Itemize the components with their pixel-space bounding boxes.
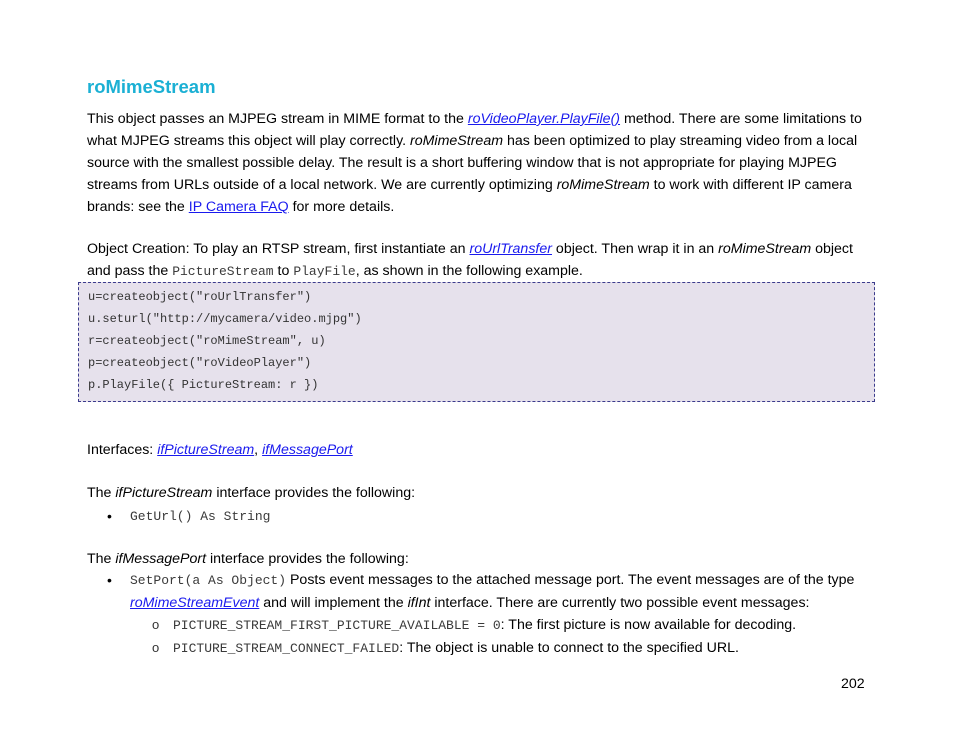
- subbullet-symbol: o: [152, 617, 160, 632]
- method-signature: SetPort(a As Object): [130, 573, 287, 588]
- subbullet-symbol: o: [152, 640, 160, 655]
- ifpicturestream-methods: [87, 505, 877, 528]
- text-segment: to work with different IP camera brands: see the: [87, 177, 852, 215]
- emphasis: ifPictureStream: [115, 485, 213, 501]
- emphasis: ifInt: [407, 595, 431, 611]
- ifpicturestream-intro: [87, 482, 877, 504]
- emphasis: ifMessagePort: [115, 551, 207, 567]
- page-title: roMimeStream: [87, 76, 216, 97]
- code-line: r=createobject("roMimeStream", u): [88, 334, 326, 348]
- text-segment: interface provides the following:: [206, 551, 409, 567]
- text-segment: This object passes an MJPEG stream in MIME format to the: [87, 111, 468, 127]
- list-item: [87, 505, 877, 528]
- ip-camera-faq-link[interactable]: IP Camera FAQ: [188, 199, 289, 215]
- text-segment: : The first picture is now available for decoding.: [500, 617, 797, 633]
- text-segment: interface. There are currently two possible event messages:: [430, 595, 810, 611]
- sub-list-item: [87, 614, 877, 637]
- event-constant: PICTURE_STREAM_CONNECT_FAILED: [173, 641, 400, 656]
- inline-code: PlayFile: [293, 264, 356, 279]
- inline-code: PictureStream: [172, 264, 274, 279]
- text-segment: method. There are some limitations to what MJPEG streams this object will play correctly.: [87, 111, 862, 149]
- ifmessageport-methods: [87, 569, 877, 660]
- emphasis: roMimeStream: [410, 133, 504, 149]
- description-paragraph: [87, 108, 877, 218]
- text-segment: object. Then wrap it in an: [551, 241, 719, 257]
- code-example-block: [78, 282, 875, 402]
- object-creation-paragraph: [87, 238, 877, 283]
- romimestreamevent-link[interactable]: roMimeStreamEvent: [130, 595, 260, 611]
- bullet-symbol: •: [107, 508, 112, 524]
- text-segment: Posts event messages to the attached message port. The event messages are of the type: [286, 572, 855, 588]
- method-signature: GetUrl() As String: [130, 509, 271, 524]
- sub-list-item: [87, 637, 877, 660]
- code-line: p=createobject("roVideoPlayer"): [88, 356, 312, 370]
- ifmessageport-link[interactable]: ifMessagePort: [262, 442, 353, 458]
- event-constant: PICTURE_STREAM_FIRST_PICTURE_AVAILABLE = 0: [173, 618, 501, 633]
- text-segment: to: [273, 263, 294, 279]
- interfaces-line: [87, 439, 877, 461]
- emphasis: roMimeStream: [718, 241, 812, 257]
- text-segment: : The object is unable to connect to the specified URL.: [399, 640, 739, 656]
- text-segment: , as shown in the following example.: [355, 263, 583, 279]
- text-segment: The: [87, 485, 116, 501]
- list-item: [87, 569, 877, 614]
- emphasis: roMimeStream: [556, 177, 650, 193]
- rourltransfer-link[interactable]: roUrlTransfer: [469, 241, 552, 257]
- text-segment: and will implement the: [259, 595, 408, 611]
- text-segment: interface provides the following:: [212, 485, 416, 501]
- text-segment: The: [87, 551, 116, 567]
- page-number: 202: [841, 676, 865, 692]
- text-segment: Object Creation: To play an RTSP stream, first instantiate an: [87, 241, 470, 257]
- code-line: p.PlayFile({ PictureStream: r }): [88, 378, 319, 392]
- code-line: u=createobject("roUrlTransfer"): [88, 290, 312, 304]
- bullet-symbol: •: [107, 572, 112, 588]
- text-segment: for more details.: [288, 199, 395, 215]
- text-segment: object and pass the: [87, 241, 853, 279]
- separator: ,: [254, 442, 263, 458]
- interfaces-label: Interfaces:: [87, 442, 158, 458]
- code-line: u.seturl("http://mycamera/video.mjpg"): [88, 312, 362, 326]
- text-segment: has been optimized to play streaming video from a local source with the smallest possible delay. The result is a short buffering window that is not appropriate for playing MJPEG streams from URLs outside of a local network. We are currently optimizing: [87, 133, 858, 193]
- ifpicturestream-link[interactable]: ifPictureStream: [157, 442, 255, 458]
- rovideoplayer-playfile-link[interactable]: roVideoPlayer.PlayFile(): [467, 111, 621, 127]
- ifmessageport-intro: [87, 548, 877, 570]
